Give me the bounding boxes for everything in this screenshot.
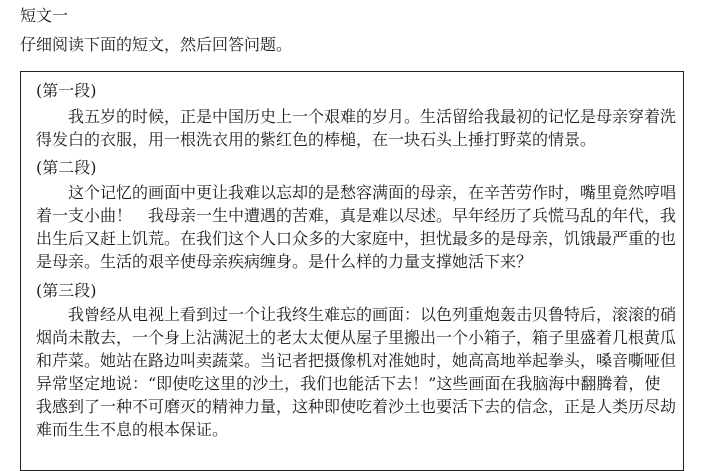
paragraph-1-label: (第一段) [36,81,97,100]
paragraph-1-line: 我五岁的时候，正是中国历史上一个艰难的岁月。生活留给我最初的记忆是母亲穿着洗 [68,107,677,126]
paragraph-3-line: 我感到了一种不可磨灭的精神力量，这种即使吃着沙土也要活下去的信念，正是人类历尽劫 [36,397,677,416]
paragraph-3-line: 烟尚未散去，一个身上沾满泥土的老太太便从屋子里搬出一个小箱子，箱子里盛着几根黄瓜 [36,328,677,347]
paragraph-3-label: (第三段) [36,281,97,300]
instruction-text: 仔细阅读下面的短文，然后回答问题。 [20,35,293,54]
paragraph-2-line: 着一支小曲！ 我母亲一生中遭遇的苦难，真是难以尽述。早年经历了兵慌马乱的年代，我 [36,206,677,225]
paragraph-3-line: 异常坚定地说：“即使吃这里的沙土，我们也能活下去！”这些画面在我脑海中翻腾着，使 [36,374,661,393]
paragraph-1-line: 得发白的衣服，用一根洗衣用的紫红色的棒槌，在一块石头上捶打野菜的情景。 [36,130,597,149]
paragraph-2-line: 出生后又赶上饥荒。在我们这个人口众多的大家庭中，担忧最多的是母亲，饥饿最严重的也 [36,229,677,248]
paragraph-3-line: 难而生生不息的根本保证。 [36,420,229,439]
passage-title: 短文一 [20,6,69,25]
paragraph-2-line: 是母亲。生活的艰辛使母亲疾病缠身。是什么样的力量支撑她活下来？ [36,252,533,271]
paragraph-3-line: 我曾经从电视上看到过一个让我终生难忘的画面：以色列重炮轰击贝鲁特后，滚滚的硝 [68,305,677,324]
paragraph-3-line: 和芹菜。她站在路边叫卖蔬菜。当记者把摄像机对准她时，她高高地举起拳头，嗓音嘶哑但 [36,351,677,370]
paragraph-2-line: 这个记忆的画面中更让我难以忘却的是愁容满面的母亲，在辛苦劳作时，嘴里竟然哼唱 [68,183,677,202]
paragraph-2-label: (第二段) [36,158,97,177]
passage-box [20,71,684,471]
